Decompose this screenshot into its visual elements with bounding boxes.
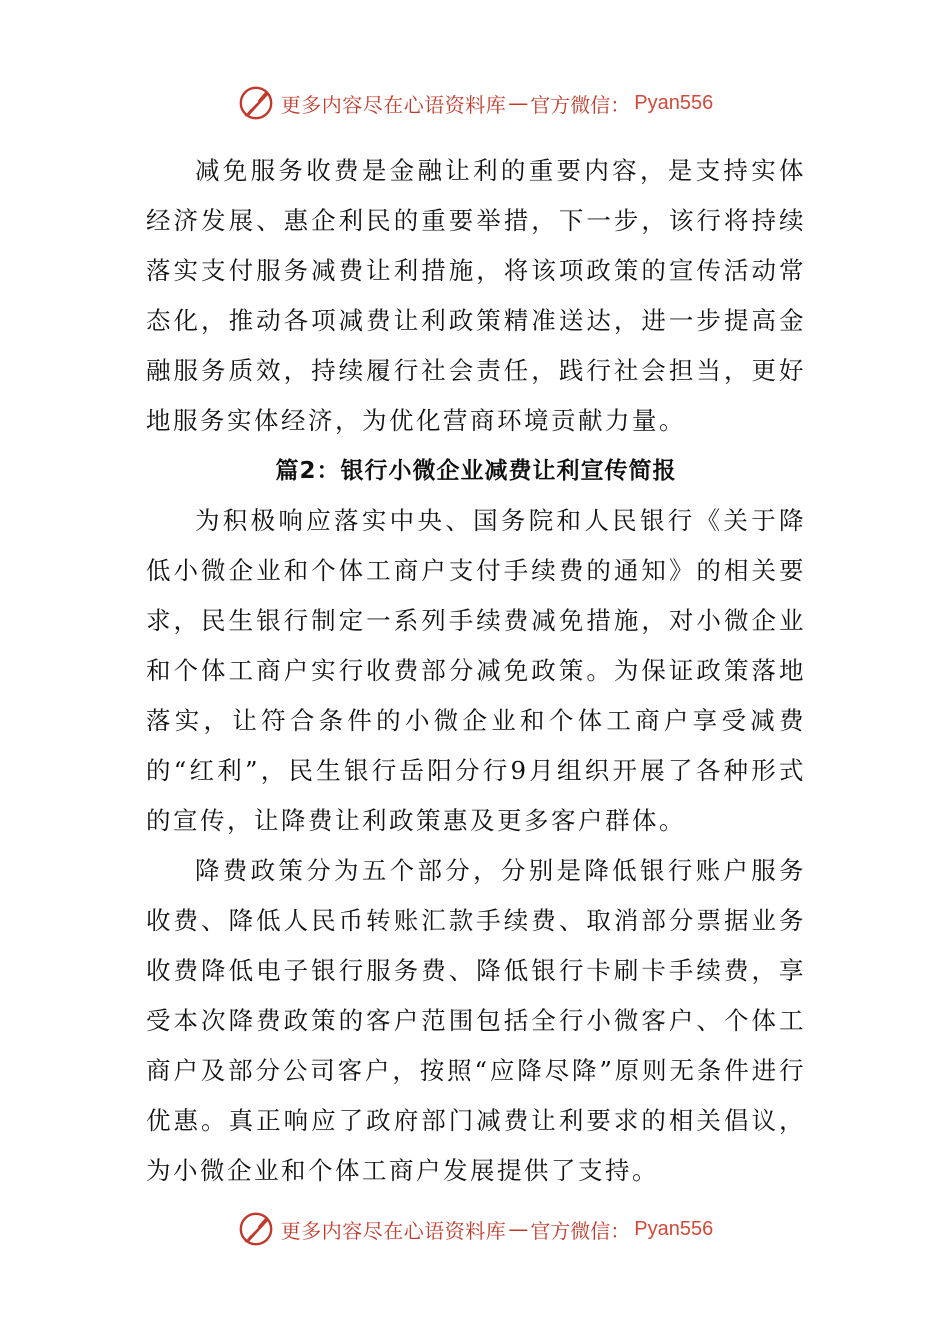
section-heading: 篇2：银行小微企业减费让利宣传简报 (275, 458, 677, 484)
brand-dash: — (508, 1217, 529, 1241)
wechat-label: 官方微信： (530, 92, 631, 117)
paragraph-2: 为积极响应落实中央、国务院和人民银行《关于降低小微企业和个体工商户支付手续费的通知》的相关要求，民生银行制定一系列手续费减免措施，对小微企业和个体工商户实行收费部分减免政策。为保证政策落地落实，让符合条件的小微企业和个体工商户享受减费的“红利”，民生银行岳阳分行9月组织开展了各种形式的宣传，让降费让利政策惠及更多客户群体。 (146, 506, 806, 835)
paragraph-3: 降费政策分为五个部分，分别是降低银行账户服务收费、降低人民币转账汇款手续费、取消部分票据业务收费降低电子银行服务费、降低银行卡刷卡手续费，享受本次降费政策的客户范围包括全行小微客户、个体工商户及部分公司客户，按照“应降尽降”原则无条件进行优惠。真正响应了政府部门减费让利要求的相关倡议，为小微企业和个体工商户发展提供了支持。 (146, 856, 806, 1185)
wechat-label: 官方微信： (530, 1218, 631, 1243)
brand-text: 更多内容尽在心语资料库 (280, 92, 507, 117)
document-body (146, 146, 806, 1196)
brand-text: 更多内容尽在心语资料库 (280, 1218, 507, 1243)
footer-watermark-banner (0, 1209, 950, 1249)
wechat-id: Pyan556 (634, 1217, 714, 1240)
brand-dash: — (508, 91, 529, 115)
quill-logo-icon (237, 1210, 275, 1248)
header-watermark-banner (0, 83, 950, 123)
wechat-id: Pyan556 (634, 91, 714, 114)
paragraph-1: 减免服务收费是金融让利的重要内容，是支持实体经济发展、惠企利民的重要举措，下一步，该行将持续落实支付服务减费让利措施，将该项政策的宣传活动常态化，推动各项减费让利政策精准送达，进一步提高金融服务质效，持续履行社会责任，践行社会担当，更好地服务实体经济，为优化营商环境贡献力量。 (146, 156, 806, 435)
quill-logo-icon (237, 84, 275, 122)
